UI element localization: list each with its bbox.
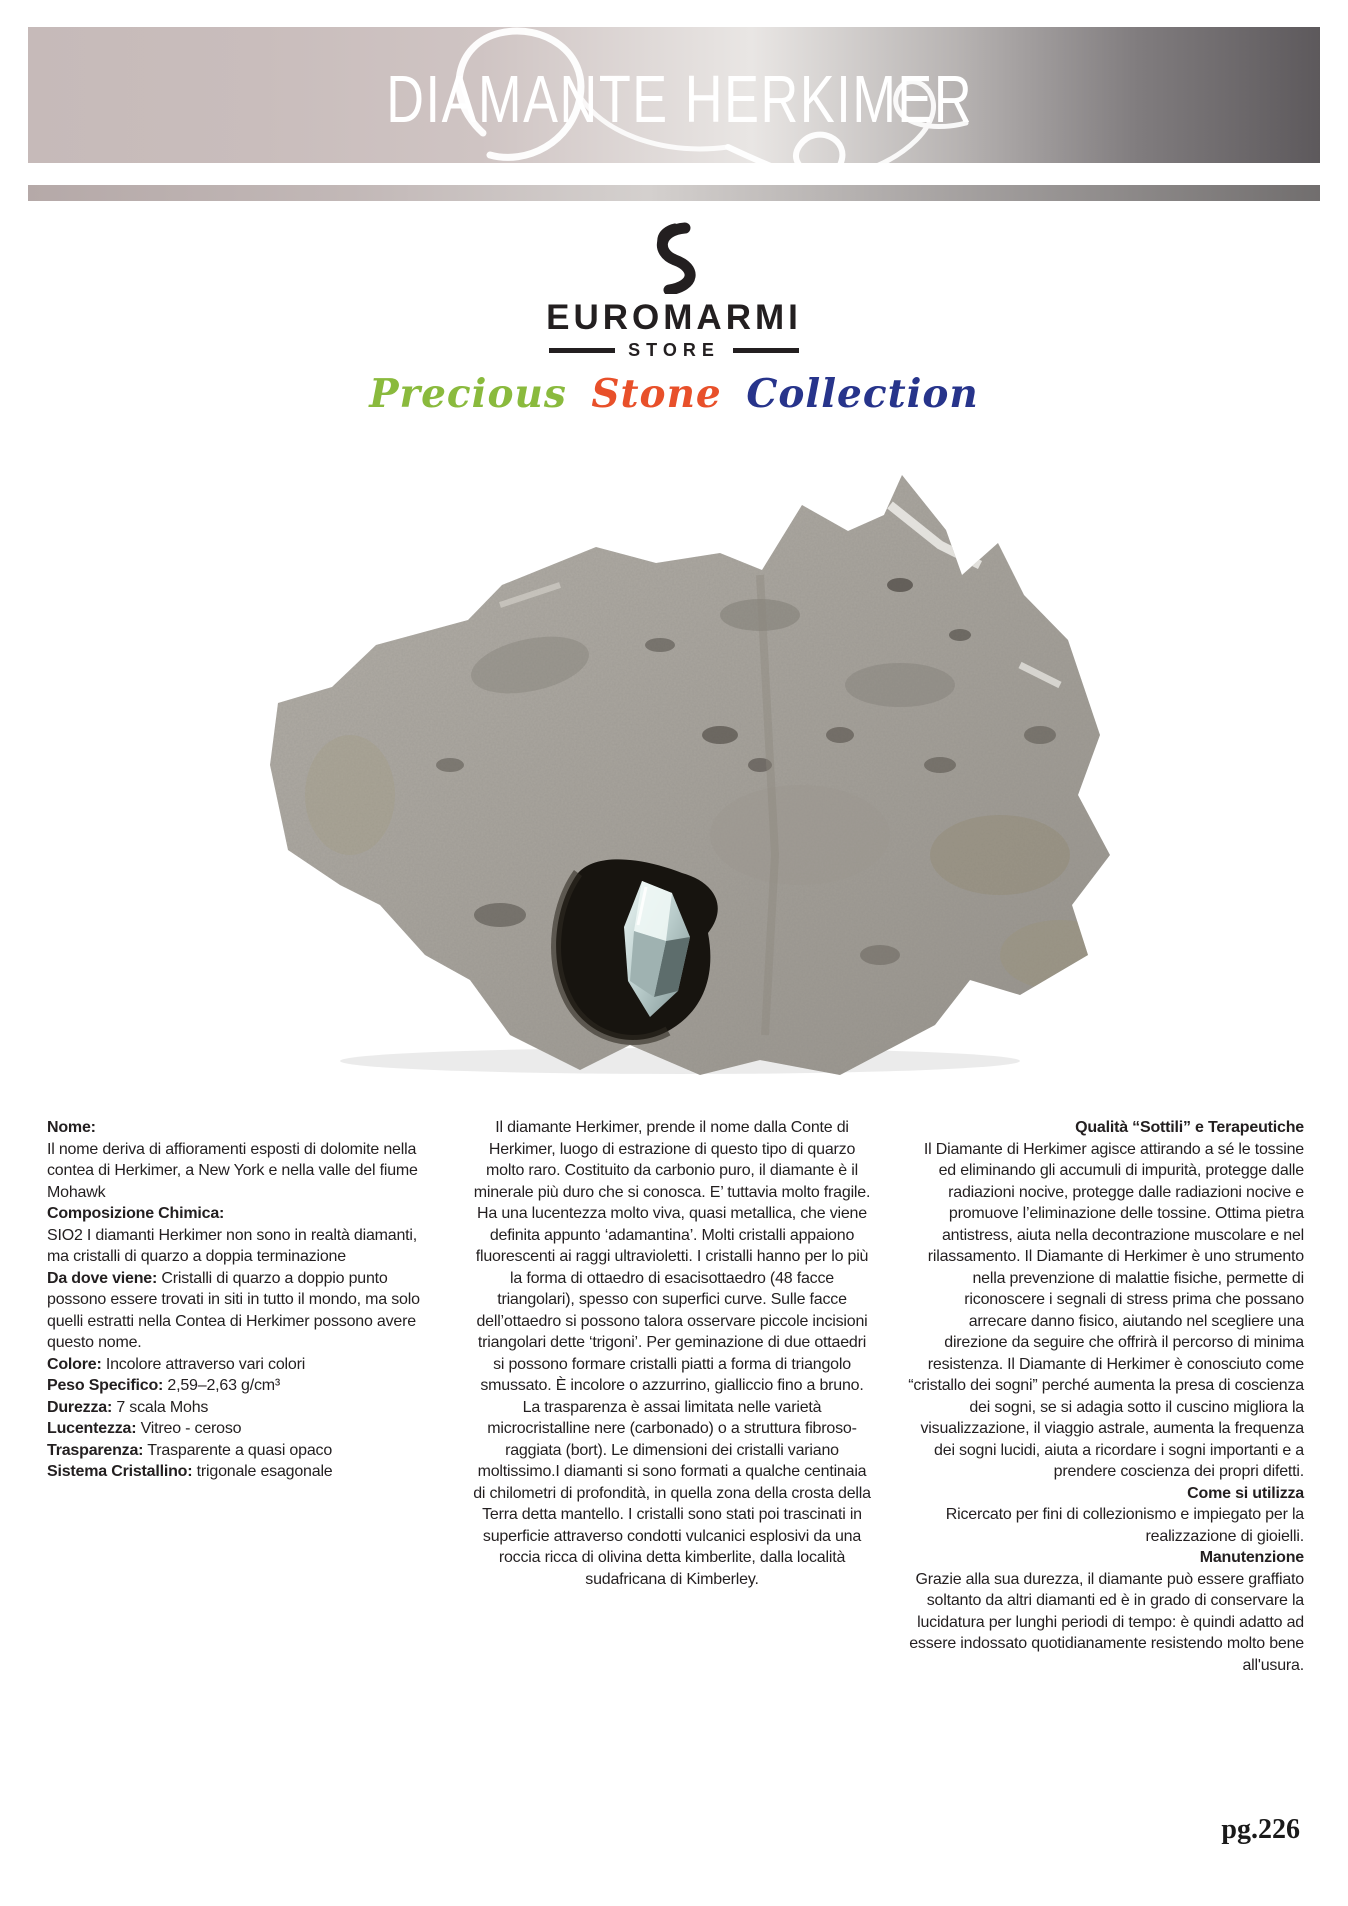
property-row: Da dove viene: Cristalli di quarzo a doppio punto possono essere trovati in siti in tutto il mondo, ma solo quelli estratti nella Contea di Herkimer possono avere questo nome. [47, 1269, 420, 1351]
store-row [0, 340, 1348, 361]
section-text: Grazie alla sua durezza, il diamante può essere graffiato soltanto da altri diamanti ed è in grado di conservare la lucidatura per lunghi periodi di tempo: è quindi adatto ad essere indossato quotidianamente resistendo molto bene all'usura. [909, 1570, 1304, 1674]
store-left-rule [549, 348, 615, 353]
store-label: STORE [628, 340, 720, 360]
page-title: DIAMANTE HERKIMER [386, 62, 974, 137]
section-heading: Manutenzione [1199, 1549, 1304, 1566]
section-heading: Qualità “Sottili” e Terapeutiche [1075, 1119, 1304, 1136]
title-banner [28, 27, 1320, 163]
store-right-rule [733, 348, 799, 353]
tagline-word-precious: Precious [369, 371, 567, 417]
section [906, 1547, 1304, 1676]
property-row: Trasparenza: Trasparente a quasi opaco [47, 1441, 333, 1459]
property-row: Durezza: 7 scala Mohs [47, 1398, 209, 1416]
property-row: Sistema Cristallino: trigonale esagonale [47, 1463, 333, 1480]
section [906, 1483, 1304, 1548]
tagline-word-stone: Stone [591, 371, 722, 417]
brand-logo [0, 222, 1348, 417]
property-row: Lucentezza: Vitreo - ceroso [47, 1420, 242, 1437]
property-row: Peso Specifico: 2,59–2,63 g/cm³ [47, 1377, 281, 1394]
herkimer-diamond-rock-photo [200, 435, 1150, 1075]
tagline-word-collection: Collection [746, 371, 979, 417]
page-number: pg.226 [1221, 1814, 1300, 1845]
section-text: Il Diamante di Herkimer agisce attirando a sé le tossine ed eliminando gli accumuli di impurità, protegge dalle radiazioni nocive, protegge dalle radiazioni nocive e promuove l’eliminazione delle tossine. Ottima pietra antistress, aiuta nella decontrazione muscolare e nel rilassamento. Il Diamante di Herkimer è uno strumento nella prevenzione di malattie fisiche, permette di riconoscere i segnali di stress prima che possano arrecare danno fisico, aiutando nel scegliere una direzione da seguire che offrirà il percorso di minima resistenza. Il Diamante di Herkimer è conosciuto come “cristallo dei sogni” perché aumenta la presa di coscienza dei sogni, se si adagia sotto il cuscino migliora la visualizzazione, il viaggio astrale, aumenta la frequenza dei sogni lucidi, aiuta a ricordare i sogni importanti e a prendere coscienza dei propri difetti. [908, 1140, 1304, 1480]
collection-tagline [0, 371, 1348, 417]
section [906, 1117, 1304, 1483]
description-paragraph: Il diamante Herkimer, prende il nome dalla Conte di Herkimer, luogo di estrazione di questo tipo di quarzo molto raro. Costituito da carbonio puro, il diamante è il minerale più duro che si conosca. E’ tuttavia molto fragile. Ha una lucentezza molto viva, quasi metallica, che viene definita appunto ‘adamantina’. Molti cristalli appaiono fluorescenti ai raggi ultravioletti. I cristalli hanno per lo più la forma di ottaedro di esacisottaedro (48 facce triangolari), spesso con superfici curve. Sulle facce dell’ottaedro si possono talora osservare piccole incisioni triangolari dette ‘trigoni’. Per geminazione di due ottaedri si possono formare cristalli piatti a forma di triangolo smussato. È incolore o azzurrino, gialliccio fino a bruno. La trasparenza è assai limitata nelle varietà microcristalline nere (carbonado) o a struttura fibroso-raggiata (bort). Le dimensioni dei cristalli variano moltissimo.I diamanti si sono formati a qualche centinaia di chilometri di profondità, in quella zona della crosta della Terra detta mantello. I cristalli sono stati poi trascinati in superficie attraverso condotti vulcanici esplosivi da una roccia ricca di olivina detta kimberlite, dalla località sudafricana di Kimberley. [473, 1119, 871, 1588]
properties-column [47, 1117, 441, 1483]
therapeutic-column [906, 1117, 1304, 1676]
property-row: Composizione Chimica: SIO2 I diamanti Herkimer non sono in realtà diamanti, ma cristalli di quarzo a doppia terminazione [47, 1205, 418, 1265]
section-heading: Come si utilizza [1187, 1484, 1304, 1502]
euromarmi-s-icon [645, 222, 703, 294]
header-divider-bar [28, 185, 1320, 201]
description-column [473, 1117, 871, 1590]
section-text: Ricercato per fini di collezionismo e impiegato per la realizzazione di gioielli. [945, 1506, 1304, 1545]
property-row: Colore: Incolore attraverso vari colori [47, 1355, 306, 1373]
property-row: Nome: Il nome deriva di affioramenti esposti di dolomite nella contea di Herkimer, a New York e nella valle del fiume Mohawk [47, 1119, 418, 1201]
brand-name: EUROMARMI [546, 298, 802, 337]
rock-illustration [200, 435, 1150, 1075]
